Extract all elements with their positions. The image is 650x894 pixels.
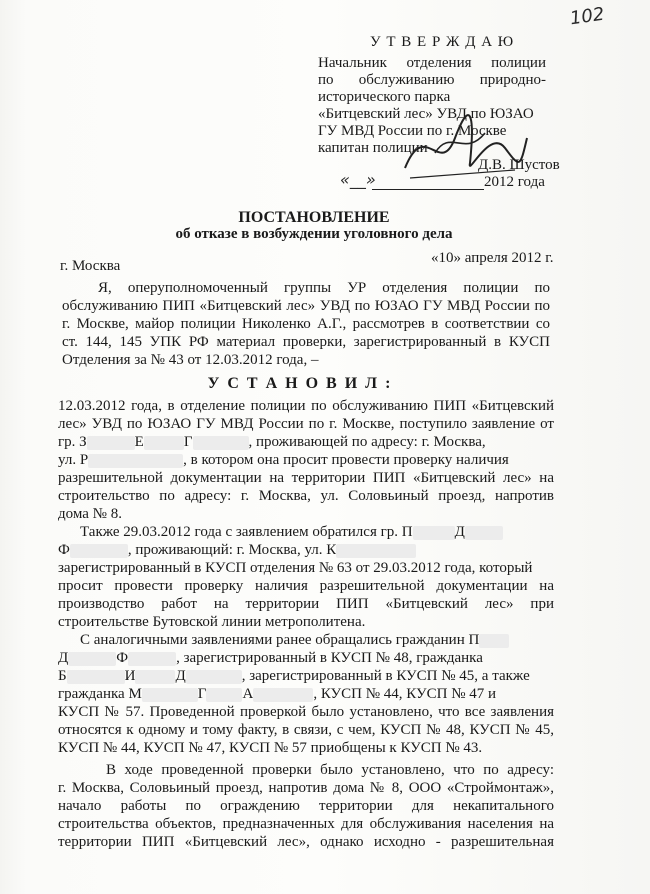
approval-line-6: капитан полиции — [318, 140, 428, 156]
text-fragment: , проживающей по адресу: г. Москва, — [248, 434, 486, 450]
text-fragment: , КУСП № 44, КУСП № 47 и — [313, 686, 497, 702]
p2-line-5: производство работ на территории ПИП «Битцевский лес» при — [58, 596, 554, 612]
text-fragment: Также 29.03.2012 года с заявлением обратился гр. П — [80, 524, 413, 540]
intro-line-3: г. Москве, майор полиции Николенко А.Г., рассмотрев в соответствии со — [62, 316, 550, 332]
p1-line-7: дома № 8. — [58, 506, 122, 522]
redaction — [87, 436, 135, 450]
text-fragment: , проживающий: г. Москва, ул. К — [127, 542, 337, 558]
redaction — [186, 670, 242, 684]
approval-line-1: Начальник отделения полиции — [318, 55, 546, 71]
text-fragment: Ф — [116, 650, 129, 666]
text-fragment: Б — [58, 668, 67, 684]
redaction — [144, 436, 184, 450]
p4-line-5: территории ПИП «Битцевский лес», однако исходно - разрешительная — [58, 834, 554, 850]
text-fragment: ул. Р — [58, 452, 89, 468]
p3-line-5: КУСП № 57. Проведенной проверкой было установлено, что все заявления — [58, 704, 554, 720]
document-date: «10» апреля 2012 г. — [431, 250, 554, 266]
p3-line-7: КУСП № 44, КУСП № 47, КУСП № 57 приобщены к КУСП № 43. — [58, 740, 483, 756]
p1-line-3 — [58, 434, 554, 451]
text-fragment: , в котором она просит провести проверку наличия — [183, 452, 509, 468]
p3-line-3 — [58, 668, 530, 685]
p3-line-6: относятся к одному и тому факту, в связи, с чем, КУСП № 48, КУСП № 45, — [58, 722, 554, 738]
redaction — [68, 652, 116, 666]
p4-line-3: начало работы по ограждению территории для некапитального — [58, 798, 554, 814]
page-number: 102 — [568, 3, 606, 30]
text-fragment: С аналогичными заявлениями ранее обращались гражданин П — [80, 632, 480, 648]
approval-date-year: 2012 года — [484, 174, 545, 190]
p2-line-1 — [80, 524, 503, 541]
p2-line-3: зарегистрированный в КУСП отделения № 63 от 29.03.2012 года, который — [58, 560, 533, 576]
redaction — [465, 526, 503, 540]
document-subtitle: об отказе в возбуждении уголовного дела — [175, 226, 453, 242]
text-fragment: Г — [197, 686, 207, 702]
redaction — [88, 454, 183, 468]
p3-line-1 — [80, 632, 509, 649]
redaction — [142, 688, 198, 702]
p2-line-4: просит провести проверку наличия разрешительной документации на — [58, 578, 554, 594]
p4-line-1: В ходе проведенной проверки было установлено, что по адресу: — [106, 762, 554, 778]
approval-line-4: «Битцевский лес» УВД по ЮЗАО — [318, 106, 534, 122]
document-title: ПОСТАНОВЛЕНИЕ — [238, 209, 390, 226]
p4-line-2: г. Москва, Соловьиный проезд, напротив дома № 8, ООО «Строймонтаж», — [58, 780, 554, 796]
approval-signer: Д.В. Шустов — [478, 157, 560, 173]
p1-line-2: лес» УВД по ЮЗАО ГУ МВД России по г. Москве, поступило заявление от — [58, 416, 554, 432]
text-fragment: И — [124, 668, 136, 684]
intro-line-5: Отделения за № 43 от 12.03.2012 года, – — [62, 352, 319, 368]
text-fragment: Г — [183, 434, 193, 450]
document-city: г. Москва — [60, 258, 121, 274]
redaction — [253, 688, 313, 702]
redaction — [128, 652, 176, 666]
text-fragment: Ф — [58, 542, 70, 558]
approval-heading: У Т В Е Р Ж Д А Ю — [370, 34, 515, 50]
approval-date-quote: «__» — [340, 170, 376, 189]
approval-line-5: ГУ МВД России по г. Москве — [318, 123, 507, 139]
approval-line-3: исторического парка — [318, 89, 451, 105]
text-fragment: , зарегистрированный в КУСП № 48, гражданка — [176, 650, 483, 666]
text-fragment: Д — [58, 650, 69, 666]
redaction — [67, 670, 125, 684]
established-heading: У С Т А Н О В И Л : — [207, 375, 393, 392]
p1-line-5: разрешительной документации на территории ПИП «Битцевский лес» на — [58, 470, 554, 486]
text-fragment: А — [242, 686, 254, 702]
p3-line-4 — [58, 686, 496, 703]
text-fragment: Е — [134, 434, 144, 450]
p2-line-2 — [58, 542, 416, 559]
text-fragment: Д — [454, 524, 465, 540]
text-fragment: , зарегистрированный в КУСП № 45, а также — [241, 668, 530, 684]
redaction — [135, 670, 175, 684]
intro-line-2: обслуживанию ПИП «Битцевский лес» УВД по ЮЗАО ГУ МВД России по — [62, 298, 550, 314]
p4-line-4: строительства объектов, предназначенных для обслуживания населения на — [58, 816, 554, 832]
p3-line-2 — [58, 650, 483, 667]
text-fragment: гражданка М — [58, 686, 142, 702]
approval-date-underline — [372, 189, 484, 190]
redaction — [413, 526, 455, 540]
p1-line-1: 12.03.2012 года, в отделение полиции по обслуживанию ПИП «Битцевский — [58, 398, 554, 414]
intro-line-4: ст. 144, 145 УПК РФ материал проверки, зарегистрированный в КУСП — [62, 334, 550, 350]
p1-line-4 — [58, 452, 509, 469]
redaction — [193, 436, 249, 450]
p1-line-6: строительство по адресу: г. Москва, ул. Соловьиный проезд, напротив — [58, 488, 554, 504]
redaction — [70, 544, 128, 558]
redaction — [479, 634, 509, 648]
redaction — [206, 688, 242, 702]
approval-line-2: по обслуживанию природно- — [318, 72, 546, 88]
text-fragment: гр. З — [58, 434, 87, 450]
intro-line-1: Я, оперуполномоченный группы УР отделения полиции по — [98, 280, 550, 296]
redaction — [336, 544, 416, 558]
text-fragment: Д — [175, 668, 186, 684]
p2-line-6: строительстве Бутовской линии метрополитена. — [58, 614, 366, 630]
